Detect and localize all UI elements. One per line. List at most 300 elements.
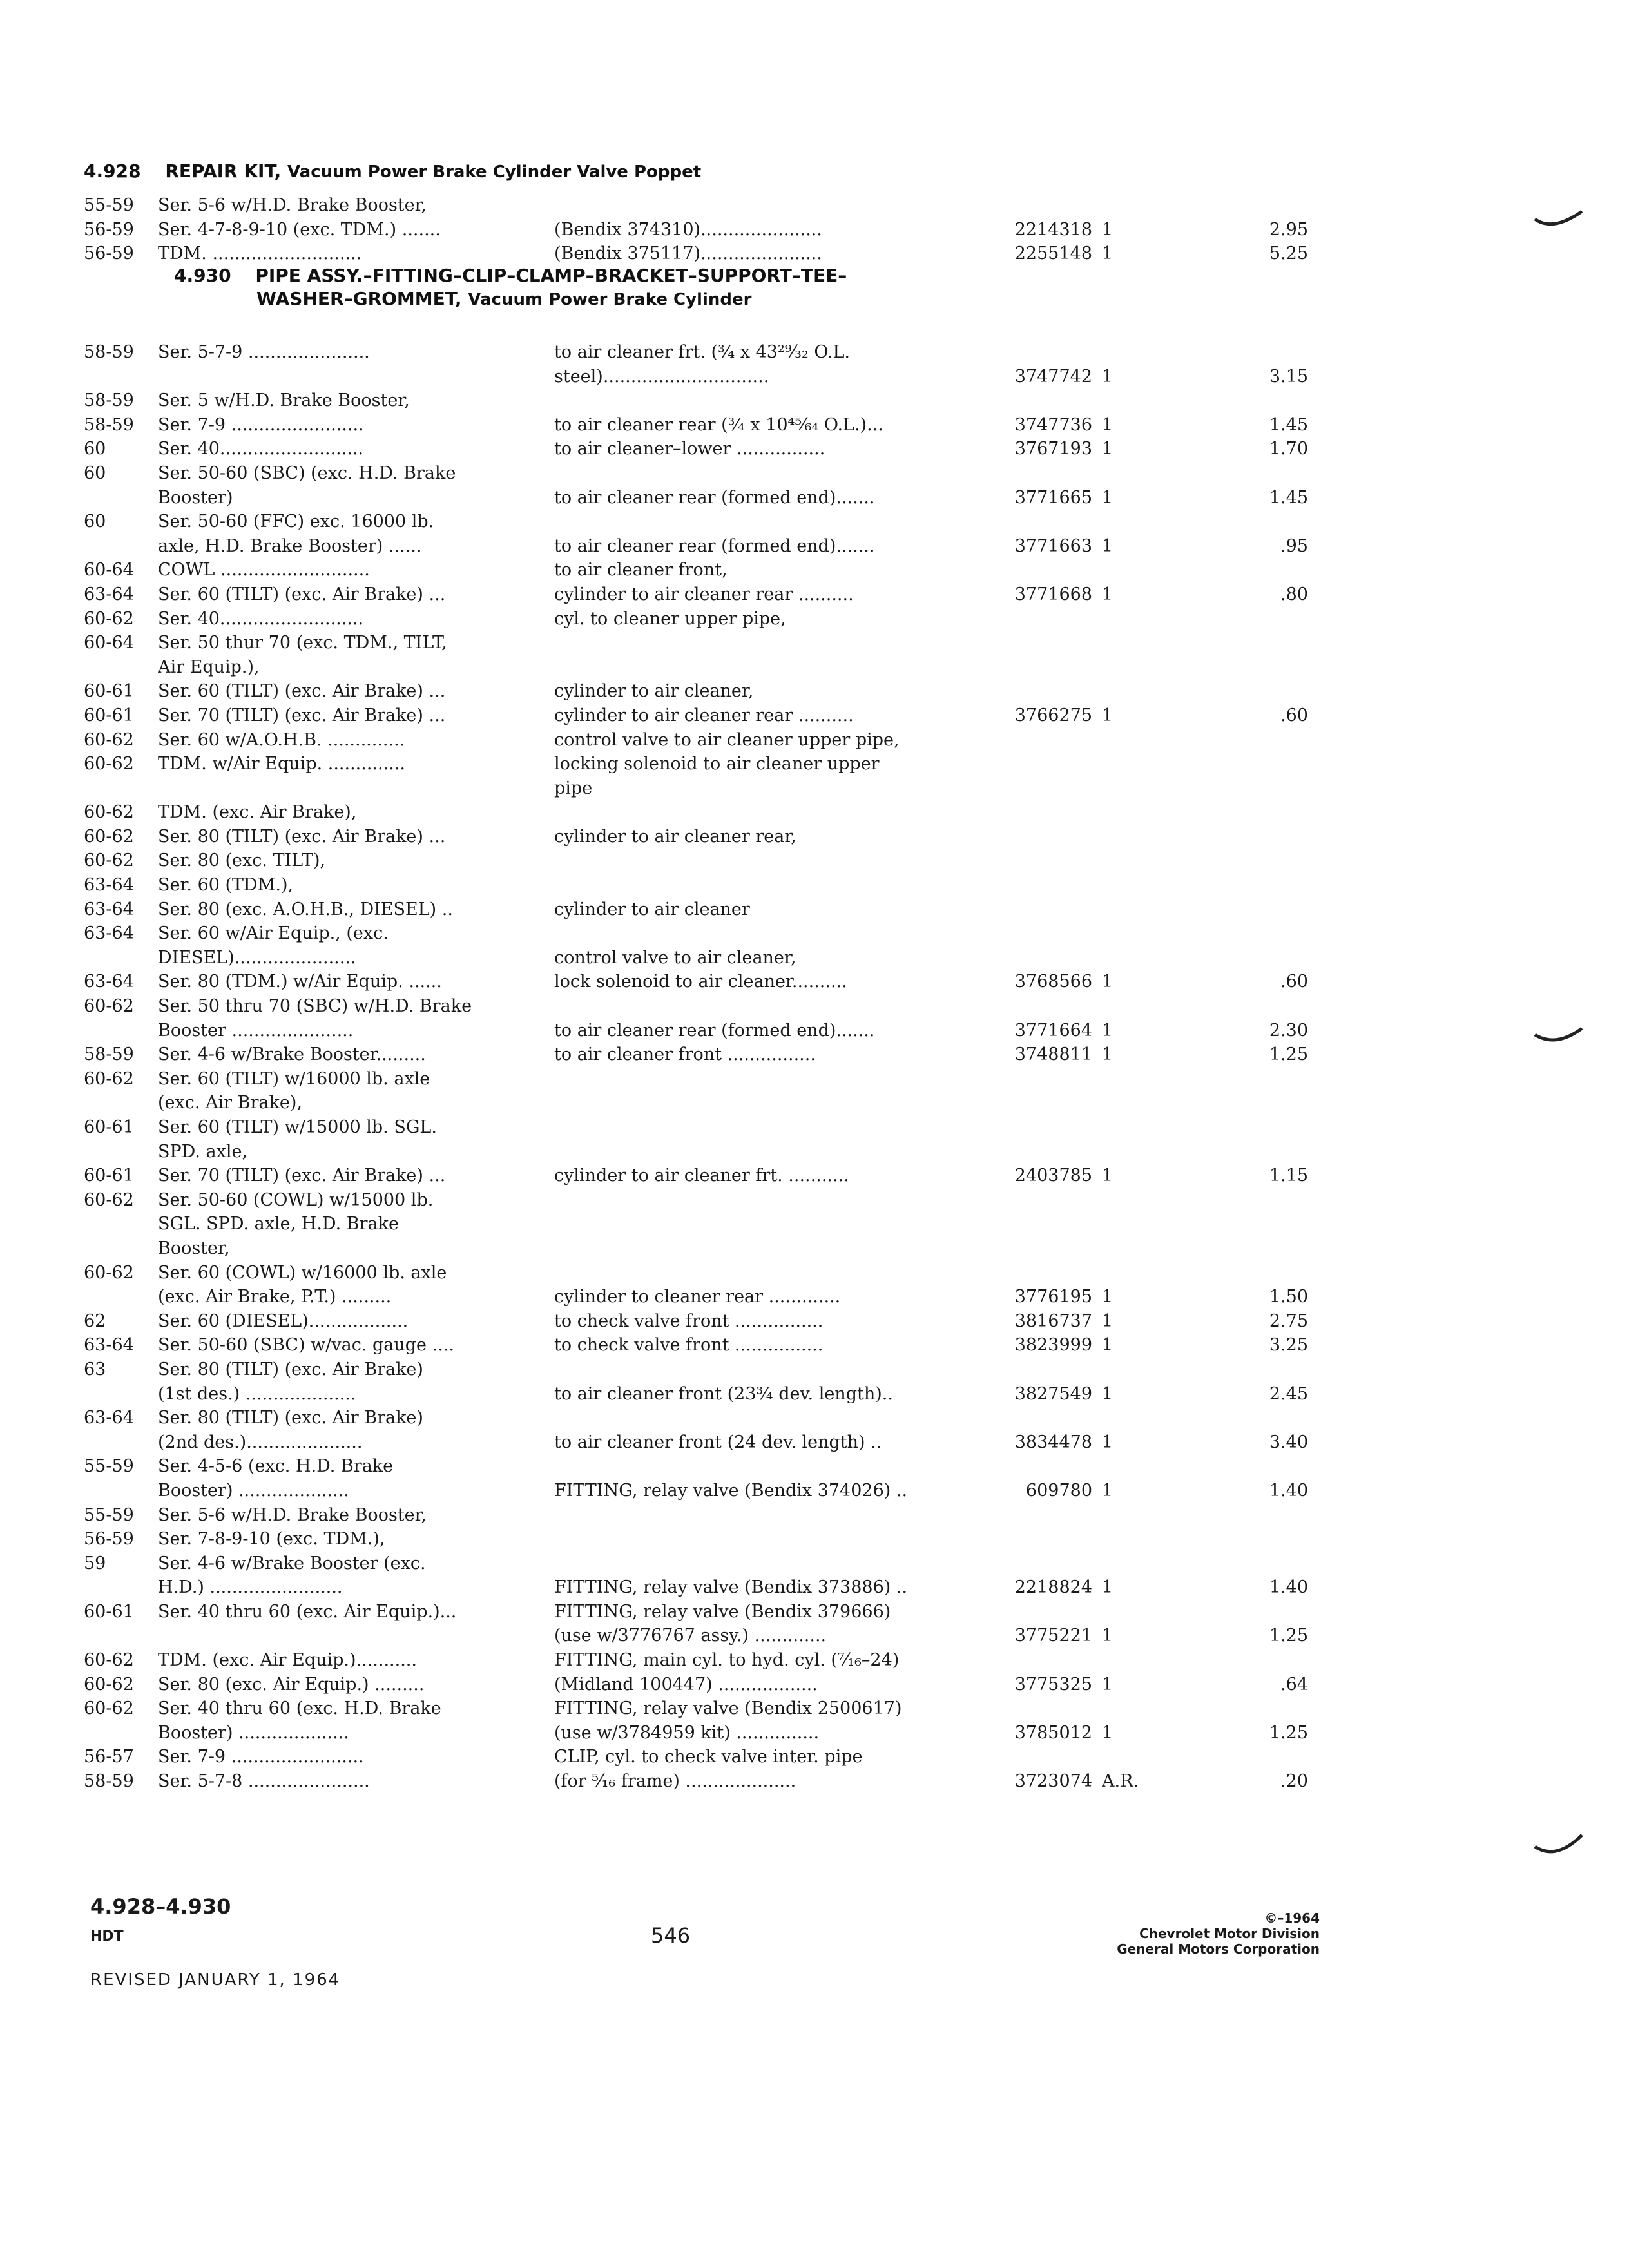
description-cell: FITTING, relay valve (Bendix 374026) ..: [554, 1480, 908, 1501]
year-cell: 60-61: [84, 1117, 134, 1137]
year-cell: 60-62: [84, 1698, 134, 1719]
table-row: [84, 1430, 1373, 1455]
model-cell: Ser. 40 thru 60 (exc. Air Equip.)...: [158, 1601, 457, 1622]
description-cell: FITTING, main cyl. to hyd. cyl. (⁷⁄₁₆–24): [554, 1650, 900, 1671]
description-cell: cylinder to air cleaner frt. ...........: [554, 1166, 849, 1186]
table-row: [84, 1019, 1373, 1043]
table-row: [84, 631, 1373, 655]
description-cell: steel)..............................: [554, 366, 769, 387]
description-cell: to check valve front ................: [554, 1335, 824, 1356]
model-cell: (2nd des.).....................: [158, 1432, 363, 1452]
description-cell: (use w/3776767 assy.) .............: [554, 1626, 827, 1646]
model-cell: (exc. Air Brake),: [158, 1093, 302, 1113]
table-row: [84, 1285, 1373, 1309]
quantity-cell: 1: [1102, 1020, 1113, 1041]
year-cell: 60-62: [84, 754, 134, 774]
part-number-cell: 3771668: [1014, 584, 1092, 604]
price-cell: 2.75: [1269, 1311, 1308, 1331]
model-cell: H.D.) ........................: [158, 1577, 343, 1598]
quantity-cell: 1: [1102, 535, 1113, 556]
quantity-cell: 1: [1102, 705, 1113, 726]
table-row: [84, 728, 1373, 753]
table-row: [84, 946, 1373, 970]
description-cell: to air cleaner front (24 dev. length) ..: [554, 1432, 882, 1452]
table-row: [84, 1721, 1373, 1745]
year-cell: 55-59: [84, 1456, 134, 1477]
part-number-cell: 2214318: [1014, 219, 1092, 240]
copyright-year: ©–1964: [1264, 1910, 1320, 1926]
part-number-cell: 3747736: [1014, 414, 1092, 435]
model-cell: Air Equip.),: [158, 657, 260, 677]
year-cell: 60-62: [84, 729, 134, 750]
model-cell: SGL. SPD. axle, H.D. Brake: [158, 1214, 399, 1235]
section-title: PIPE ASSY.–FITTING–CLIP–CLAMP–BRACKET–SUPPORT–TEE–: [255, 265, 847, 286]
table-row: [84, 800, 1373, 825]
table-row: [84, 1212, 1373, 1236]
table-row: [84, 1624, 1373, 1648]
model-cell: Ser. 80 (TDM.) w/Air Equip. ......: [158, 972, 442, 992]
year-cell: 60-62: [84, 1650, 134, 1671]
part-number-cell: 3771664: [1014, 1020, 1092, 1041]
footer-section-range: 4.928–4.930: [90, 1894, 231, 1919]
price-cell: 1.45: [1269, 414, 1308, 435]
table-row: [84, 510, 1373, 534]
table-row: [84, 1358, 1373, 1382]
model-cell: Ser. 5 w/H.D. Brake Booster,: [158, 390, 410, 411]
description-cell: (Bendix 374310)......................: [554, 219, 822, 240]
model-cell: SPD. axle,: [158, 1141, 248, 1162]
table-row: [84, 994, 1373, 1019]
footer-revised-date: REVISED JANUARY 1, 1964: [90, 1970, 341, 1990]
section-heading-4930: [174, 264, 847, 311]
table-row: [84, 193, 1373, 218]
year-cell: 58-59: [84, 1771, 134, 1792]
model-cell: Booster,: [158, 1238, 230, 1258]
table-row: [84, 534, 1373, 559]
description-cell: cylinder to air cleaner rear ..........: [554, 584, 854, 604]
model-cell: Ser. 50-60 (FFC) exc. 16000 lb.: [158, 512, 434, 532]
quantity-cell: 1: [1102, 1287, 1113, 1307]
table-row: [84, 437, 1373, 461]
quantity-cell: 1: [1102, 1722, 1113, 1743]
price-cell: 3.25: [1269, 1335, 1308, 1356]
table-row: [84, 1673, 1373, 1697]
model-cell: Ser. 60 (TILT) w/15000 lb. SGL.: [158, 1117, 437, 1137]
year-cell: 56-57: [84, 1747, 134, 1767]
table-row: [84, 486, 1373, 510]
price-cell: 2.30: [1269, 1020, 1308, 1041]
model-cell: Ser. 5-6 w/H.D. Brake Booster,: [158, 195, 427, 215]
model-cell: axle, H.D. Brake Booster) ......: [158, 535, 422, 556]
price-cell: .20: [1280, 1771, 1308, 1792]
year-cell: 58-59: [84, 342, 134, 362]
table-row: [84, 242, 1373, 266]
price-cell: 1.25: [1269, 1722, 1308, 1743]
margin-mark-icon: [1534, 1830, 1585, 1862]
part-number-cell: 3748811: [1014, 1044, 1092, 1065]
table-row: [84, 776, 1373, 801]
year-cell: 60-61: [84, 1166, 134, 1186]
part-number-cell: 3775325: [1014, 1674, 1092, 1695]
quantity-cell: 1: [1102, 1311, 1113, 1331]
model-cell: Ser. 5-7-8 ......................: [158, 1771, 370, 1792]
quantity-cell: 1: [1102, 1577, 1113, 1598]
price-cell: 2.45: [1269, 1383, 1308, 1404]
year-cell: 60-62: [84, 1068, 134, 1089]
part-number-cell: 3723074: [1014, 1771, 1092, 1792]
price-cell: .80: [1280, 584, 1308, 604]
description-cell: to air cleaner front ................: [554, 1044, 816, 1065]
description-cell: to air cleaner–lower ................: [554, 439, 825, 459]
year-cell: 63-64: [84, 899, 134, 919]
year-cell: 60-62: [84, 802, 134, 823]
table-row: [84, 1164, 1373, 1188]
year-cell: 63-64: [84, 923, 134, 944]
quantity-cell: 1: [1102, 972, 1113, 992]
copyright-block: [1117, 1910, 1320, 1957]
table-row: [84, 1333, 1373, 1358]
part-number-cell: 3766275: [1014, 705, 1092, 726]
description-cell: to air cleaner front (23¾ dev. length)..: [554, 1383, 893, 1404]
table-row: [84, 1382, 1373, 1407]
section-title-line2: WASHER–GROMMET,: [256, 288, 462, 309]
model-cell: Ser. 4-6 w/Brake Booster.........: [158, 1044, 426, 1065]
description-cell: FITTING, relay valve (Bendix 2500617): [554, 1698, 902, 1719]
description-cell: cylinder to cleaner rear .............: [554, 1287, 841, 1307]
model-cell: Booster) ....................: [158, 1480, 349, 1501]
margin-mark-icon: [1534, 1024, 1585, 1050]
table-row: [84, 1479, 1373, 1503]
model-cell: Ser. 50 thur 70 (exc. TDM., TILT,: [158, 633, 447, 653]
description-cell: to air cleaner frt. (¾ x 43²⁹⁄₃₂ O.L.: [554, 342, 850, 362]
model-cell: Ser. 80 (exc. TILT),: [158, 850, 326, 871]
part-number-cell: 2255148: [1014, 244, 1092, 264]
model-cell: Ser. 40..........................: [158, 608, 364, 629]
year-cell: 63-64: [84, 875, 134, 896]
price-cell: 1.50: [1269, 1287, 1308, 1307]
description-cell: control valve to air cleaner,: [554, 947, 796, 968]
quantity-cell: 1: [1102, 439, 1113, 459]
year-cell: 60-62: [84, 850, 134, 871]
table-row: [84, 752, 1373, 776]
table-row: [84, 970, 1373, 994]
quantity-cell: 1: [1102, 487, 1113, 508]
price-cell: .64: [1280, 1674, 1308, 1695]
table-row: [84, 1600, 1373, 1624]
price-cell: 3.40: [1269, 1432, 1308, 1452]
table-row: [84, 1745, 1373, 1769]
year-cell: 60-61: [84, 705, 134, 726]
model-cell: Ser. 7-9 ........................: [158, 1747, 364, 1767]
description-cell: cylinder to air cleaner rear ..........: [554, 705, 854, 726]
year-cell: 63: [84, 1359, 106, 1379]
year-cell: 60-62: [84, 1262, 134, 1283]
model-cell: Ser. 80 (TILT) (exc. Air Brake): [158, 1408, 423, 1428]
model-cell: COWL ...........................: [158, 560, 370, 581]
model-cell: Ser. 80 (exc. A.O.H.B., DIESEL) ..: [158, 899, 453, 919]
model-cell: Ser. 50-60 (COWL) w/15000 lb.: [158, 1189, 434, 1210]
table-row: [84, 1575, 1373, 1600]
model-cell: Ser. 80 (TILT) (exc. Air Brake): [158, 1359, 423, 1379]
table-row: [84, 921, 1373, 946]
table-row: [84, 1188, 1373, 1213]
model-cell: Ser. 80 (exc. Air Equip.) .........: [158, 1674, 425, 1695]
year-cell: 60: [84, 439, 106, 459]
part-number-cell: 3834478: [1014, 1432, 1092, 1452]
model-cell: Ser. 60 (TILT) (exc. Air Brake) ...: [158, 681, 446, 702]
part-number-cell: 3768566: [1014, 972, 1092, 992]
description-cell: locking solenoid to air cleaner upper: [554, 754, 880, 774]
year-cell: 60-62: [84, 1674, 134, 1695]
part-number-cell: 2218824: [1014, 1577, 1092, 1598]
quantity-cell: 1: [1102, 1044, 1113, 1065]
model-cell: Ser. 60 (COWL) w/16000 lb. axle: [158, 1262, 447, 1283]
description-cell: FITTING, relay valve (Bendix 379666): [554, 1601, 891, 1622]
table-row: [84, 704, 1373, 728]
table-row: [84, 558, 1373, 582]
table-row: [84, 389, 1373, 413]
table-row: [84, 1769, 1373, 1794]
part-number-cell: 3747742: [1014, 366, 1092, 387]
section-number: 4.928: [84, 160, 141, 182]
table-row: [84, 1043, 1373, 1067]
part-number-cell: 3775221: [1014, 1626, 1092, 1646]
table-row: [84, 413, 1373, 437]
quantity-cell: 1: [1102, 414, 1113, 435]
year-cell: 60-61: [84, 681, 134, 702]
year-cell: 55-59: [84, 195, 134, 215]
table-row: [84, 1236, 1373, 1261]
model-cell: Ser. 60 (TILT) w/16000 lb. axle: [158, 1068, 430, 1089]
year-cell: 58-59: [84, 1044, 134, 1065]
section-number: 4.930: [174, 265, 231, 286]
model-cell: Ser. 4-7-8-9-10 (exc. TDM.) .......: [158, 219, 441, 240]
table-row: [84, 655, 1373, 680]
section-title: REPAIR KIT,: [165, 160, 282, 182]
year-cell: 63-64: [84, 584, 134, 604]
table-row: [84, 1454, 1373, 1479]
copyright-corporation: General Motors Corporation: [1117, 1941, 1320, 1957]
description-cell: to air cleaner front,: [554, 560, 728, 581]
part-number-cell: 3771665: [1014, 487, 1092, 508]
description-cell: to air cleaner rear (formed end).......: [554, 487, 875, 508]
description-cell: cyl. to cleaner upper pipe,: [554, 608, 786, 629]
description-cell: FITTING, relay valve (Bendix 373886) ..: [554, 1577, 908, 1598]
description-cell: (use w/3784959 kit) ...............: [554, 1722, 820, 1743]
description-cell: cylinder to air cleaner,: [554, 681, 754, 702]
year-cell: 59: [84, 1553, 106, 1573]
price-cell: .60: [1280, 705, 1308, 726]
description-cell: CLIP, cyl. to check valve inter. pipe: [554, 1747, 863, 1767]
model-cell: TDM. (exc. Air Brake),: [158, 802, 357, 823]
description-cell: (Bendix 375117)......................: [554, 244, 822, 264]
model-cell: Ser. 40..........................: [158, 439, 364, 459]
section-subtitle: Vacuum Power Brake Cylinder: [468, 290, 752, 309]
price-cell: .95: [1280, 535, 1308, 556]
description-cell: control valve to air cleaner upper pipe,: [554, 729, 900, 750]
model-cell: TDM. (exc. Air Equip.)...........: [158, 1650, 417, 1671]
year-cell: 56-59: [84, 1529, 134, 1550]
description-cell: to air cleaner rear (formed end).......: [554, 1020, 875, 1041]
table-row: [84, 1261, 1373, 1285]
model-cell: Ser. 70 (TILT) (exc. Air Brake) ...: [158, 705, 446, 726]
model-cell: Ser. 50-60 (SBC) w/vac. gauge ....: [158, 1335, 454, 1356]
quantity-cell: 1: [1102, 584, 1113, 604]
table-row: [84, 1115, 1373, 1140]
table-row: [84, 461, 1373, 486]
model-cell: Ser. 60 (TILT) (exc. Air Brake) ...: [158, 584, 446, 604]
quantity-cell: 1: [1102, 1166, 1113, 1186]
model-cell: Ser. 80 (TILT) (exc. Air Brake) ...: [158, 826, 446, 847]
model-cell: Ser. 60 (DIESEL)..................: [158, 1311, 409, 1331]
parts-table-4930: [84, 340, 1373, 1794]
table-row: [84, 825, 1373, 849]
description-cell: (Midland 100447) ..................: [554, 1674, 818, 1695]
table-row: [84, 1696, 1373, 1721]
price-cell: 1.40: [1269, 1480, 1308, 1501]
model-cell: Ser. 4-5-6 (exc. H.D. Brake: [158, 1456, 394, 1477]
price-cell: .60: [1280, 972, 1308, 992]
year-cell: 60-61: [84, 1601, 134, 1622]
margin-mark-icon: [1534, 206, 1585, 232]
part-number-cell: 3816737: [1014, 1311, 1092, 1331]
quantity-cell: 1: [1102, 1480, 1113, 1501]
page-number: 546: [651, 1923, 691, 1948]
year-cell: 58-59: [84, 414, 134, 435]
part-number-cell: 3767193: [1014, 439, 1092, 459]
part-number-cell: 2403785: [1014, 1166, 1092, 1186]
part-number-cell: 3785012: [1014, 1722, 1092, 1743]
price-cell: 1.45: [1269, 487, 1308, 508]
table-row: [84, 679, 1373, 704]
description-cell: cylinder to air cleaner rear,: [554, 826, 796, 847]
quantity-cell: A.R.: [1102, 1771, 1139, 1792]
table-row: [84, 218, 1373, 242]
model-cell: TDM. w/Air Equip. ..............: [158, 754, 405, 774]
quantity-cell: 1: [1102, 1335, 1113, 1356]
year-cell: 62: [84, 1311, 106, 1331]
table-row: [84, 607, 1373, 631]
model-cell: (1st des.) ....................: [158, 1383, 356, 1404]
year-cell: 60-62: [84, 1189, 134, 1210]
table-row: [84, 1552, 1373, 1576]
price-cell: 1.70: [1269, 439, 1308, 459]
parts-table-4928: [84, 193, 1373, 266]
description-cell: (for ⁵⁄₁₆ frame) ....................: [554, 1771, 796, 1792]
year-cell: 55-59: [84, 1504, 134, 1525]
section-heading-4928: [84, 160, 701, 184]
description-cell: lock solenoid to air cleaner..........: [554, 972, 847, 992]
model-cell: (exc. Air Brake, P.T.) .........: [158, 1287, 392, 1307]
description-cell: to check valve front ................: [554, 1311, 824, 1331]
year-cell: 58-59: [84, 390, 134, 411]
model-cell: TDM. ...........................: [158, 244, 362, 264]
model-cell: Ser. 7-8-9-10 (exc. TDM.),: [158, 1529, 385, 1550]
year-cell: 60: [84, 512, 106, 532]
footer-hdt: HDT: [90, 1928, 124, 1945]
part-number-cell: 609780: [1025, 1480, 1092, 1501]
part-number-cell: 3823999: [1014, 1335, 1092, 1356]
model-cell: Ser. 60 (TDM.),: [158, 875, 294, 896]
description-cell: cylinder to air cleaner: [554, 899, 750, 919]
table-row: [84, 1406, 1373, 1430]
price-cell: 1.25: [1269, 1044, 1308, 1065]
table-row: [84, 898, 1373, 922]
year-cell: 60-64: [84, 633, 134, 653]
year-cell: 56-59: [84, 244, 134, 264]
table-row: [84, 1067, 1373, 1091]
quantity-cell: 1: [1102, 1674, 1113, 1695]
quantity-cell: 1: [1102, 1626, 1113, 1646]
year-cell: 63-64: [84, 1335, 134, 1356]
description-cell: to air cleaner rear (¾ x 10⁴⁵⁄₆₄ O.L.)...: [554, 414, 883, 435]
price-cell: 1.15: [1269, 1166, 1308, 1186]
price-cell: 2.95: [1269, 219, 1308, 240]
table-row: [84, 365, 1373, 389]
table-row: [84, 1503, 1373, 1528]
model-cell: Ser. 60 w/A.O.H.B. ..............: [158, 729, 405, 750]
model-cell: Booster) ....................: [158, 1722, 349, 1743]
quantity-cell: 1: [1102, 219, 1113, 240]
price-cell: 3.15: [1269, 366, 1308, 387]
model-cell: Booster ......................: [158, 1020, 354, 1041]
model-cell: Booster): [158, 487, 233, 508]
model-cell: Ser. 5-6 w/H.D. Brake Booster,: [158, 1504, 427, 1525]
model-cell: Ser. 40 thru 60 (exc. H.D. Brake: [158, 1698, 441, 1719]
quantity-cell: 1: [1102, 1383, 1113, 1404]
quantity-cell: 1: [1102, 1432, 1113, 1452]
price-cell: 1.25: [1269, 1626, 1308, 1646]
price-cell: 1.40: [1269, 1577, 1308, 1598]
part-number-cell: 3827549: [1014, 1383, 1092, 1404]
section-subtitle: Vacuum Power Brake Cylinder Valve Poppet: [287, 162, 702, 182]
price-cell: 5.25: [1269, 244, 1308, 264]
model-cell: Ser. 50-60 (SBC) (exc. H.D. Brake: [158, 463, 456, 483]
part-number-cell: 3776195: [1014, 1287, 1092, 1307]
table-row: [84, 1527, 1373, 1552]
year-cell: 56-59: [84, 219, 134, 240]
model-cell: Ser. 4-6 w/Brake Booster (exc.: [158, 1553, 426, 1573]
model-cell: Ser. 5-7-9 ......................: [158, 342, 370, 362]
table-row: [84, 1091, 1373, 1115]
year-cell: 60-62: [84, 826, 134, 847]
table-row: [84, 873, 1373, 898]
quantity-cell: 1: [1102, 366, 1113, 387]
model-cell: Ser. 70 (TILT) (exc. Air Brake) ...: [158, 1166, 446, 1186]
description-cell: to air cleaner rear (formed end).......: [554, 535, 875, 556]
description-cell: pipe: [554, 778, 593, 798]
year-cell: 60-62: [84, 608, 134, 629]
table-row: [84, 849, 1373, 873]
part-number-cell: 3771663: [1014, 535, 1092, 556]
year-cell: 60-64: [84, 560, 134, 581]
table-row: [84, 582, 1373, 607]
year-cell: 63-64: [84, 972, 134, 992]
table-row: [84, 1648, 1373, 1673]
model-cell: Ser. 50 thru 70 (SBC) w/H.D. Brake: [158, 996, 472, 1017]
model-cell: DIESEL)......................: [158, 947, 356, 968]
table-row: [84, 1309, 1373, 1334]
quantity-cell: 1: [1102, 244, 1113, 264]
table-row: [84, 1140, 1373, 1164]
table-row: [84, 340, 1373, 365]
year-cell: 60-62: [84, 996, 134, 1017]
model-cell: Ser. 60 w/Air Equip., (exc.: [158, 923, 389, 944]
year-cell: 63-64: [84, 1408, 134, 1428]
copyright-division: Chevrolet Motor Division: [1139, 1926, 1320, 1941]
model-cell: Ser. 7-9 ........................: [158, 414, 364, 435]
year-cell: 60: [84, 463, 106, 483]
